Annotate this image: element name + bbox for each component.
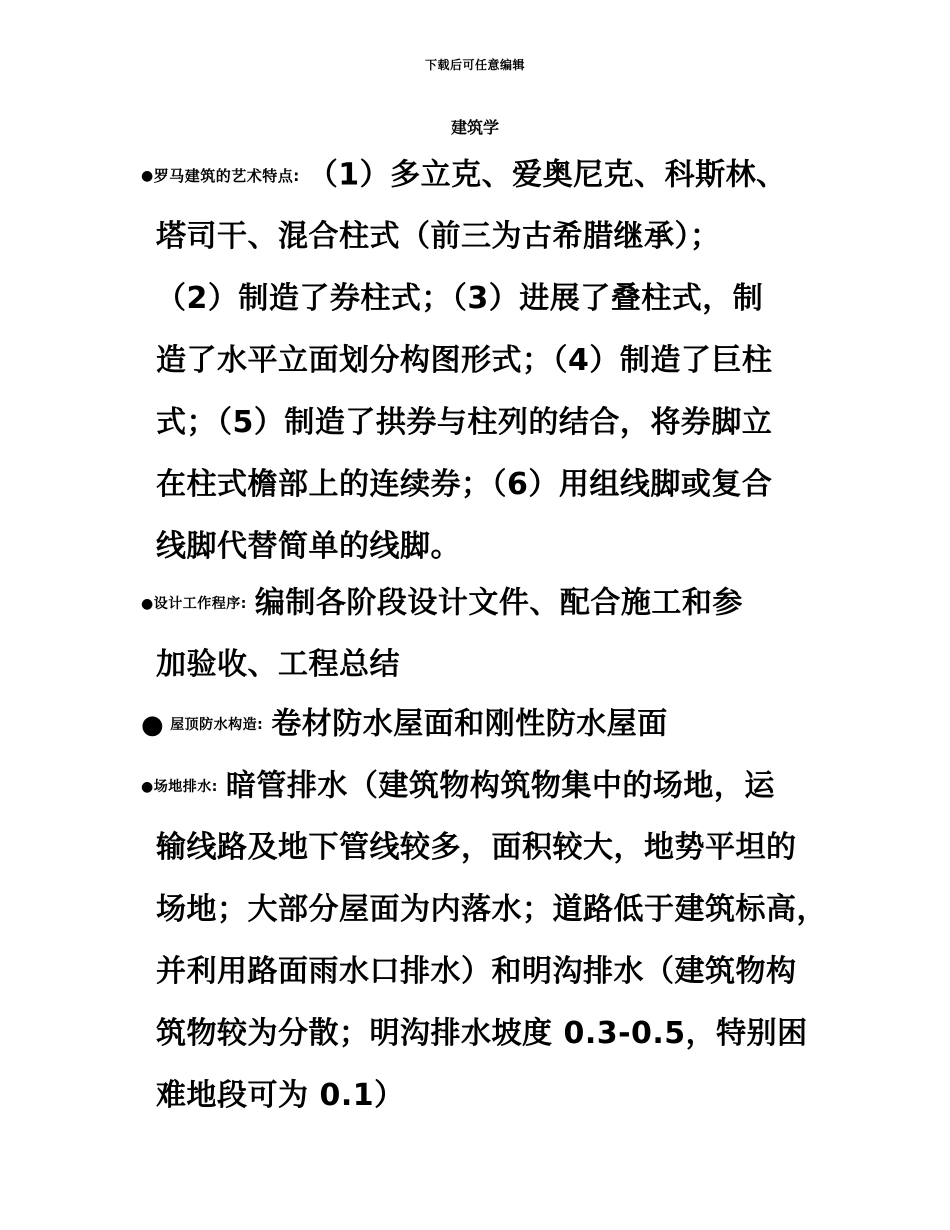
bullet-icon: ● [141,709,165,740]
bullet-icon: ● [141,595,154,612]
section-text-line: 卷材防水屋面和刚性防水屋面 [271,706,668,742]
section-text-line: （2）制造了券柱式；（3）进展了叠柱式，制 [156,281,764,316]
section-label: 罗马建筑的艺术特点: [153,166,300,185]
section-text-line: 塔司干、混合柱式（前三为古希腊继承）； [156,219,721,254]
section-design-procedure [141,572,831,696]
section-text-line: 输线路及地下管线较多，面积较大，地势平坦的 [156,830,797,865]
section-roof-waterproofing [141,693,831,755]
bullet-icon: ● [141,778,154,795]
section-text-line: 造了水平立面划分构图形式；（4）制造了巨柱 [156,343,773,378]
section-text-line: 线脚代替简单的线脚。 [156,529,461,564]
bullet-icon: ● [141,167,154,184]
header-note: 下载后可任意编辑 [424,58,525,72]
section-text-line: 场地；大部分屋面为内落水；道路低于建筑标高， [156,892,827,927]
section-text-line: 暗管排水（建筑物构筑物集中的场地，运 [225,768,775,804]
section-roman-architecture [141,144,831,578]
section-label: 设计工作程序: [153,595,247,612]
section-site-drainage [141,755,831,1127]
section-text-line: 加验收、工程总结 [156,647,400,682]
section-text-line: 式；（5）制造了拱券与柱列的结合，将券脚立 [156,405,773,440]
section-text-line: 难地段可为 0.1） [156,1078,405,1113]
section-label: 屋顶防水构造: [170,716,264,733]
section-text-line: 在柱式檐部上的连续券；（6）用组线脚或复合 [156,467,773,502]
section-text-line: （1）多立克、爱奥尼克、科斯林、 [307,157,787,193]
section-text-line: 编制各阶段设计文件、配合施工和参 [254,585,743,621]
section-text-line: 筑物较为分散；明沟排水坡度 0.3-0.5，特别困 [156,1016,808,1051]
section-label: 场地排水: [153,778,218,795]
section-text-line: 并利用路面雨水口排水）和明沟排水（建筑物构 [156,954,797,989]
document-title: 建筑学 [450,118,499,137]
